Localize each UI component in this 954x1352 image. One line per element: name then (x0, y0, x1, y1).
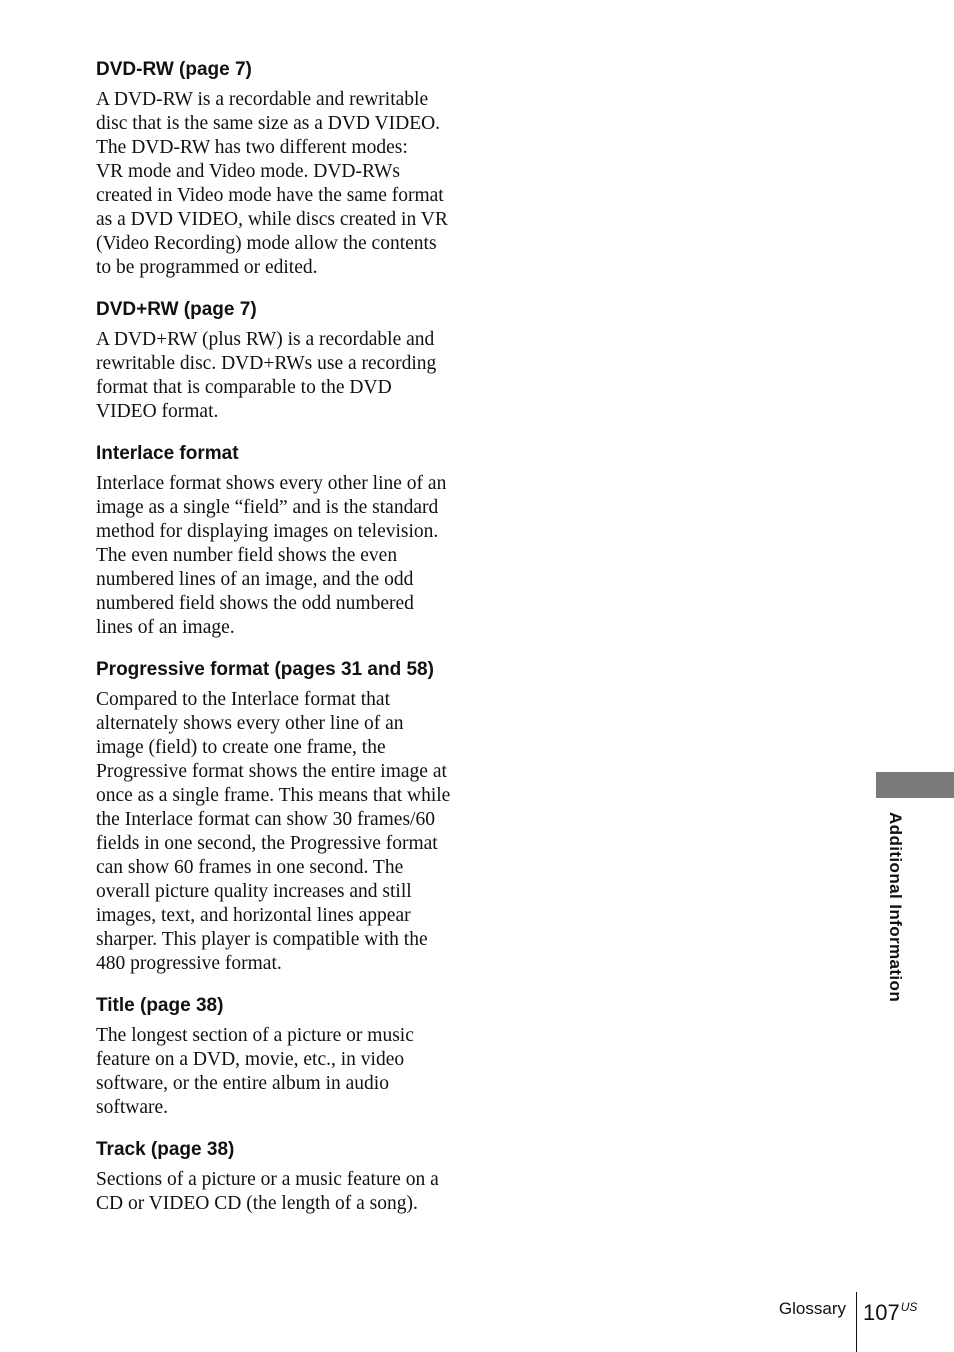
entry-heading: Interlace format (96, 443, 239, 464)
footer-section-name: Glossary (778, 1299, 846, 1318)
body-line: to be programmed or edited. (96, 257, 318, 278)
body-line: fields in one second, the Progressive format (96, 833, 438, 854)
glossary-entry-dvd-rw (96, 58, 466, 280)
body-line: as a DVD VIDEO, while discs created in VR (96, 209, 448, 230)
body-line: created in Video mode have the same format (96, 185, 444, 206)
entry-body (96, 88, 466, 280)
body-line: Sections of a picture or a music feature on a (96, 1169, 439, 1190)
entry-body (96, 688, 466, 976)
entry-heading: Track (page 38) (96, 1139, 235, 1160)
body-line: overall picture quality increases and still (96, 881, 412, 902)
glossary-entry-interlace-format (96, 442, 466, 640)
entry-heading: DVD-RW (page 7) (96, 59, 252, 80)
body-line: Compared to the Interlace format that (96, 689, 391, 710)
entry-heading: Title (page 38) (96, 995, 224, 1016)
glossary-content (96, 58, 466, 1234)
body-line: sharper. This player is compatible with the (96, 929, 428, 950)
body-line: lines of an image. (96, 617, 235, 638)
entry-body (96, 472, 466, 640)
body-line: feature on a DVD, movie, etc., in video (96, 1049, 405, 1070)
entry-heading: DVD+RW (page 7) (96, 299, 257, 320)
body-line: disc that is the same size as a DVD VIDEO. (96, 113, 441, 134)
section-side-label: Additional Information (886, 812, 905, 1003)
glossary-entry-dvd-plus-rw (96, 298, 466, 424)
body-line: Progressive format shows the entire image at (96, 761, 447, 782)
body-line: A DVD+RW (plus RW) is a recordable and (96, 329, 435, 350)
body-line: image (field) to create one frame, the (96, 737, 386, 758)
body-line: once as a single frame. This means that while (96, 785, 451, 806)
body-line: the Interlace format can show 30 frames/60 (96, 809, 435, 830)
body-line: CD or VIDEO CD (the length of a song). (96, 1193, 418, 1214)
body-line: software, or the entire album in audio (96, 1073, 389, 1094)
footer-divider (856, 1292, 857, 1352)
body-line: numbered field shows the odd numbered (96, 593, 414, 614)
body-line: numbered lines of an image, and the odd (96, 569, 414, 590)
page-number (863, 1293, 917, 1327)
section-tab-marker (876, 772, 954, 798)
body-line: format that is comparable to the DVD (96, 377, 392, 398)
body-line: VIDEO format. (96, 401, 219, 422)
body-line: Interlace format shows every other line of an (96, 473, 447, 494)
entry-body (96, 1168, 466, 1216)
entry-heading: Progressive format (pages 31 and 58) (96, 659, 434, 680)
body-line: The DVD-RW has two different modes: (96, 137, 408, 158)
body-line: software. (96, 1097, 169, 1118)
glossary-entry-track (96, 1138, 466, 1216)
page-number-value: 107 (863, 1300, 900, 1325)
body-line: (Video Recording) mode allow the contents (96, 233, 437, 254)
glossary-entry-progressive-format (96, 658, 466, 976)
body-line: VR mode and Video mode. DVD-RWs (96, 161, 400, 182)
body-line: images, text, and horizontal lines appear (96, 905, 411, 926)
body-line: can show 60 frames in one second. The (96, 857, 404, 878)
entry-body (96, 328, 466, 424)
body-line: 480 progressive format. (96, 953, 282, 974)
body-line: method for displaying images on television. (96, 521, 439, 542)
page-number-suffix: US (900, 1300, 918, 1314)
body-line: The longest section of a picture or music (96, 1025, 414, 1046)
body-line: image as a single “field” and is the standard (96, 497, 439, 518)
body-line: The even number field shows the even (96, 545, 398, 566)
entry-body (96, 1024, 466, 1120)
body-line: rewritable disc. DVD+RWs use a recording (96, 353, 437, 374)
glossary-entry-title (96, 994, 466, 1120)
body-line: A DVD-RW is a recordable and rewritable (96, 89, 429, 110)
body-line: alternately shows every other line of an (96, 713, 404, 734)
